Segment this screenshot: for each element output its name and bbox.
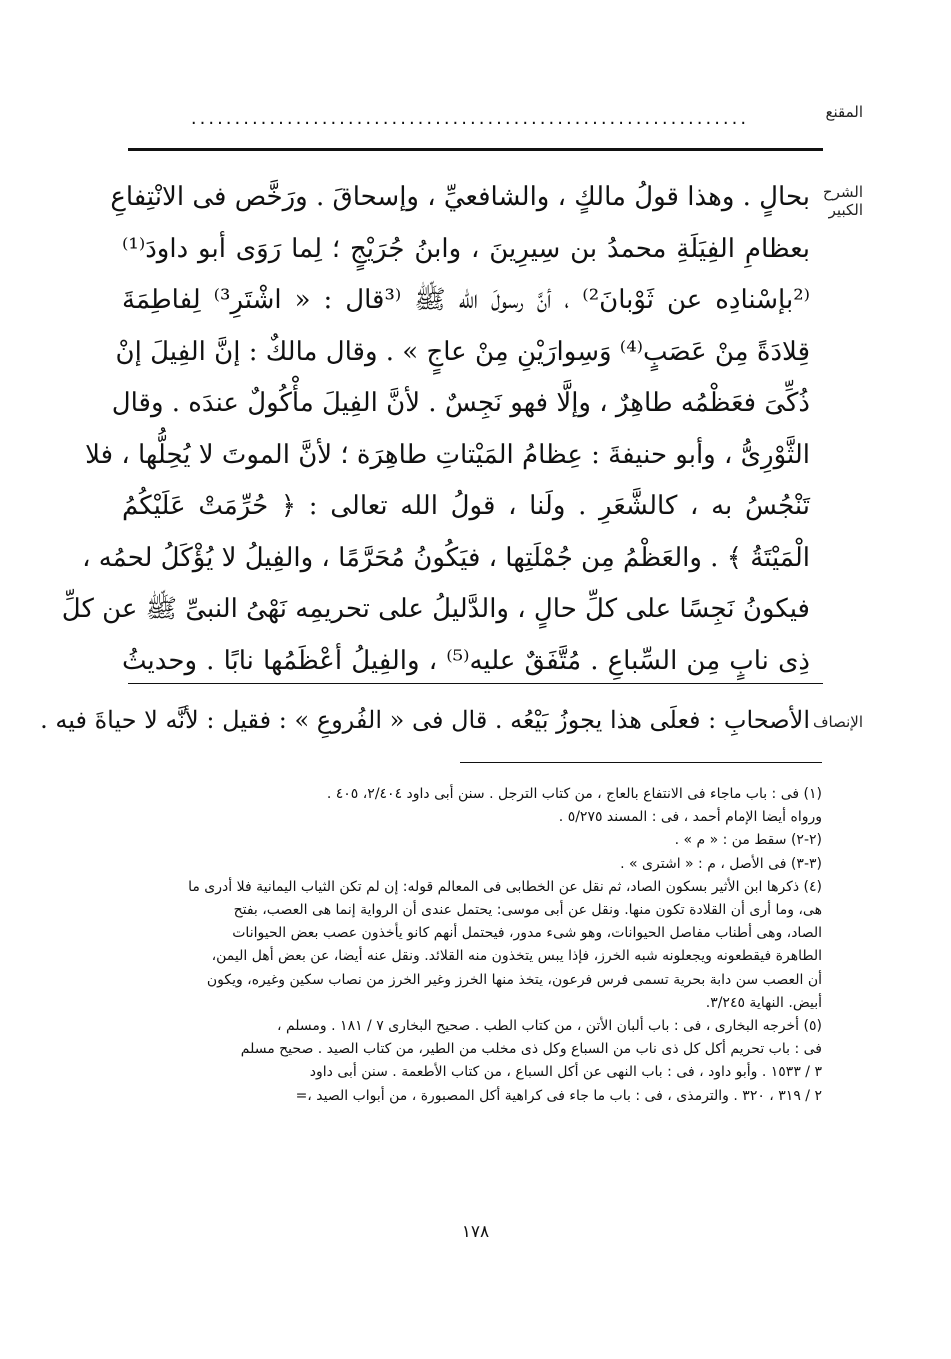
footnotes <box>122 783 822 1108</box>
sharh-line: تَنْجُسُ به ، كالشَّعَرِ . ولَنا ، قولُ الله تعالى : ﴿ حُرِّمَتْ عَلَيْكُمُ <box>122 491 810 521</box>
footnote-line: الطاهرة فيقطعونه ويجعلونه شبه الخرز، فإذا يبس يتخذون منه القلائد. ونقل عنه أيضا، عن بعض أهل اليمن، <box>211 948 822 965</box>
footnote-line: فى : باب تحريم أكل كل ذى ناب من السباع وكل ذى مخلب من الطير، من كتاب الصيد . صحيح مسلم <box>240 1041 822 1058</box>
footnote-divider <box>460 762 822 763</box>
sharh-line: ⁽²بإسْنادِه عن ثَوْبانَ²⁾ ، أنَّ رسولَ الله ﷺ ⁽³قال : « اشْتَرِ³⁾ لِفاطِمَةَ <box>122 285 811 315</box>
sharh-line: الْمَيْتَةُ ﴾ . والعَظْمُ مِن جُمْلَتِها ، فيَكُونُ مُحَرَّمًا ، والفِيلُ لا يُؤْكَلُ لحمُه ، <box>82 542 810 573</box>
footnote-line: الصاد، وهى أطناب مفاصل الحيوانات، وهو شىء مدور، فيحتمل أنهم كانو يأخذون عصب بعض الحيوانات <box>232 925 822 942</box>
insaf-body: الأصحابِ : فعلَى هذا يجوزُ بَيْعُه . قال فى « الفُروعِ » : فقيل : لأنَّه لا حياةَ فيه . <box>40 706 810 734</box>
footnote-line: أن العصب سن دابة بحرية تسمى فرس فرعون، يتخذ منها الخرز وغير الخرز من نصاب سكين وغيره، ويكون <box>206 971 822 988</box>
sharh-line: بعظامِ الفِيَلَةِ محمدُ بن سِيرِينَ ، وابنُ جُرَيْجٍ ؛ لِما رَوَى أبو داودَ⁽¹⁾ <box>122 233 810 264</box>
page-number: ١٧٨ <box>461 1222 490 1242</box>
footnote-line: ورواه أيضا الإمام أحمد ، فى : المسند ٥/٢٧٥ . <box>558 809 822 826</box>
footnote-line: (١) فى : باب ماجاء فى الانتفاع بالعاج ، من كتاب الترجل . سنن أبى داود ٢/٤٠٤، ٤٠٥ . <box>326 786 822 802</box>
footnote-line: ٣ / ١٥٣٣ . وأبو داود ، فى : باب النهى عن أكل السباع ، من كتاب الأطعمة . سنن أبى داود <box>309 1064 822 1081</box>
insaf-section-label: الإنصاف <box>812 713 863 731</box>
footnote-line: ٢ / ٣١٩ ، ٣٢٠ . والترمذى ، فى : باب ما جاء فى كراهية أكل المصبورة ، من أبواب الصيد ،= <box>295 1087 822 1104</box>
sharh-line: فيكونُ نَجِسًا على كلِّ حالٍ ، والدَّليلُ على تحريمِه نَهْىُ النبىِّ ﷺ عن كلِّ <box>61 594 810 624</box>
sharh-line: الثَّوْرِىُّ ، وأبو حنيفةَ : عِظامُ المَيْتاتِ طاهِرَة ؛ لأنَّ الموتَ لا يُحِلُّها ، فلا <box>85 439 810 470</box>
muqni-section-label: المقنع <box>825 103 863 121</box>
sharh-line: بحالٍ . وهذا قولُ مالكٍ ، والشافعيِّ ، وإسحاقَ . ورَخَّص فى الانْتِفاعِ <box>110 182 810 212</box>
sharh-line: ذُكِّىَ فعَظْمُه طاهِرٌ ، وإلَّا فهو نَجِسٌ . لأنَّ الفِيلَ مأْكُولٌ عندَه . وقال <box>111 388 810 418</box>
footnote-line: (٤) ذكرها ابن الأثير بسكون الصاد، ثم نقل عن الخطابى فى المعالم قوله: إن لم تكن الثياب اليمانية فلا أدرى ما <box>188 878 822 895</box>
footnote-line: (٥) أخرجه البخارى ، فى : باب ألبان الأتن ، من كتاب الطب . صحيح البخارى ٧ / ١٨١ . ومسلم ، <box>277 1018 822 1035</box>
muqni-dotted-placeholder: ................................................................ <box>190 108 750 129</box>
header-divider <box>128 148 823 151</box>
sharh-section-label: الشرح الكبير <box>822 183 863 219</box>
insaf-divider <box>128 683 823 684</box>
footnote-line: (٢-٢) سقط من : « م » . <box>674 832 822 849</box>
footnote-line: هى، وما أرى أن القلادة تكون منها. ونقل عن أبى موسى: يحتمل عندى أن الرواية إنما هى العصب، بفتح <box>233 902 822 919</box>
sharh-line: ذِى نابٍ مِن السِّباعِ . مُتَّفَقٌ عليه⁽⁵⁾ ، والفِيلُ أعْظَمُها نابًا . وحديثُ <box>122 645 810 676</box>
sharh-body <box>61 172 811 687</box>
footnote-line: أبيض. النهاية ٣/٢٤٥. <box>705 994 822 1011</box>
footnote-line: (٣-٣) فى الأصل ، م : « اشترى » . <box>620 855 822 872</box>
sharh-line: قِلادَةً مِنْ عَصَبٍ⁽⁴⁾ وَسِوارَيْنِ مِنْ عاجٍ » . وقال مالكٌ : إنَّ الفِيلَ إنْ <box>115 336 810 367</box>
